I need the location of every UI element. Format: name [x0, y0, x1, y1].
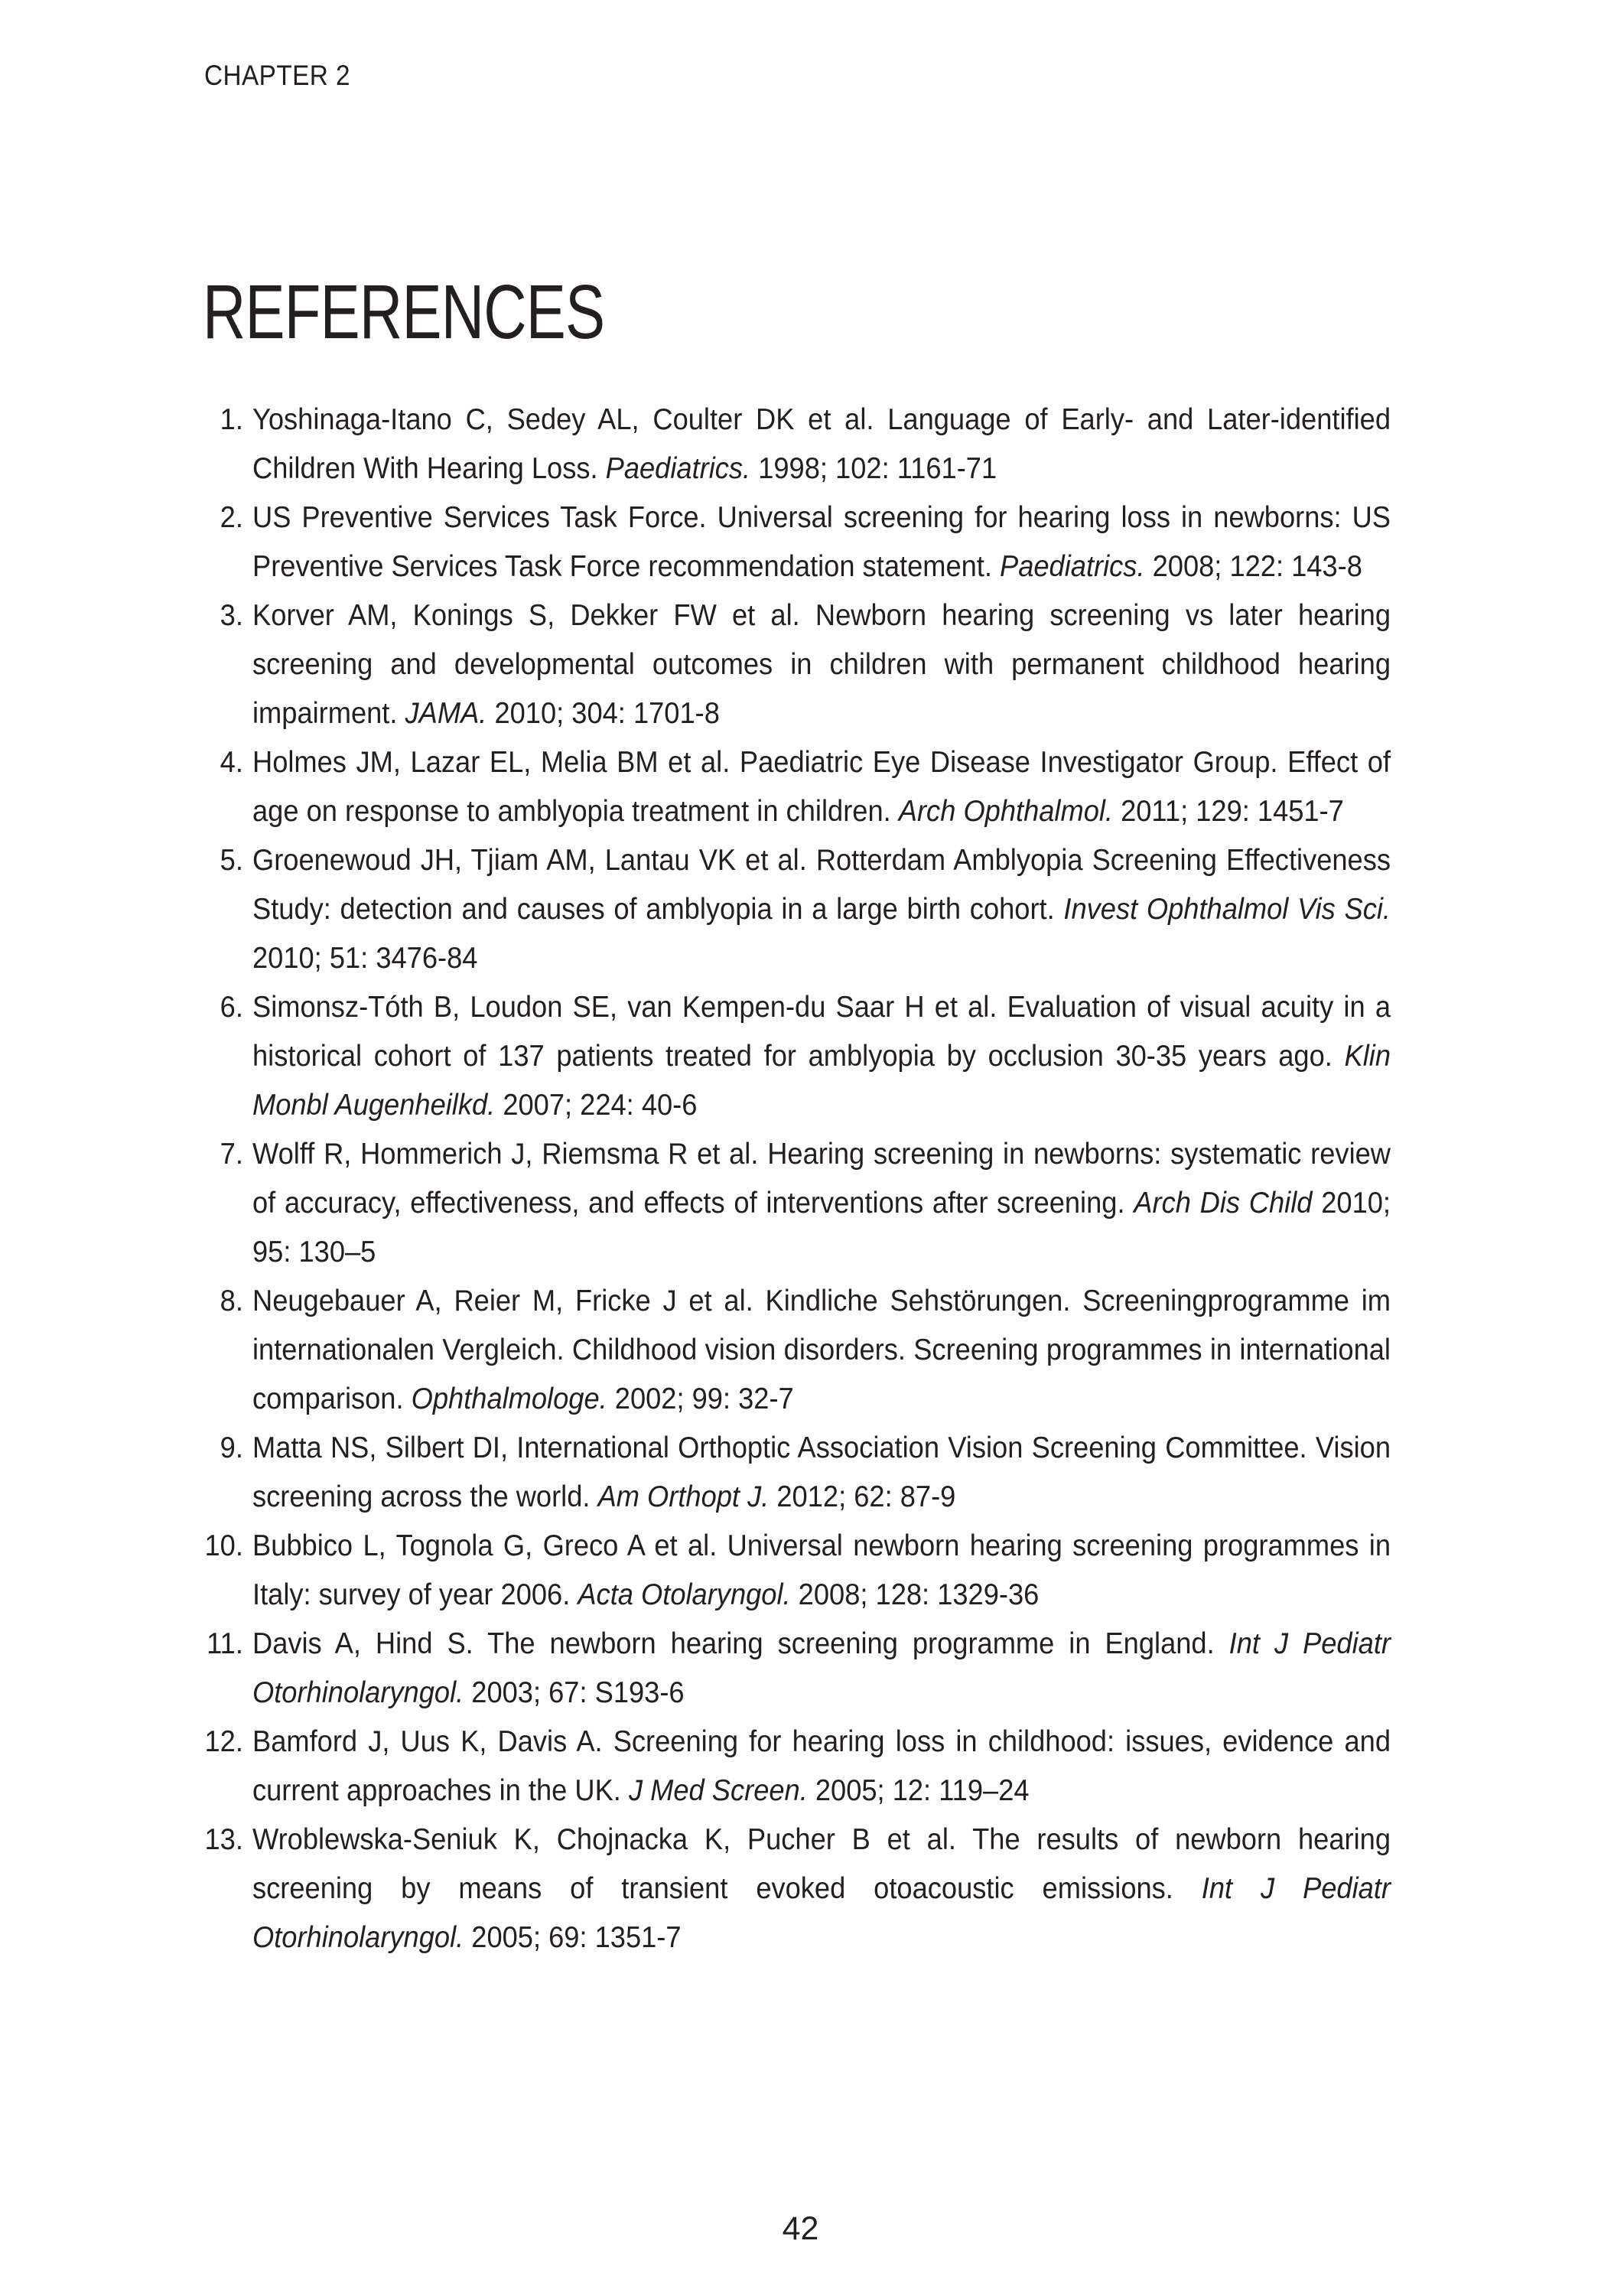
page-number: 42 [782, 2210, 819, 2247]
reference-text: Holmes JM, Lazar EL, Melia BM et al. Paediatric Eye Disease Investigator Group. Effect of age on response to amblyopia treatment in children. Arch Ophthalmol. 2011; 129: 1451-7 [252, 746, 1391, 828]
reference-text: Korver AM, Konings S, Dekker FW et al. Newborn hearing screening vs later hearing screening and developmental outcomes in children with permanent childhood hearing impairment. JAMA. 2010; 304: 1701-8 [252, 599, 1391, 730]
reference-number: 7. [220, 1138, 243, 1171]
reference-item [204, 1816, 1391, 1962]
reference-item [220, 396, 1391, 493]
reference-item [220, 493, 1391, 591]
reference-text: US Preventive Services Task Force. Universal screening for hearing loss in newborns: US Preventive Services Task Force recommendation statement. Paediatrics. 2008; 122: 143-8 [252, 501, 1391, 583]
chapter-label: CHAPTER 2 [204, 60, 350, 91]
reference-number: 12. [204, 1725, 243, 1758]
reference-item [204, 1718, 1391, 1816]
reference-item [204, 1522, 1391, 1620]
reference-number: 1. [220, 403, 243, 436]
reference-item [220, 983, 1391, 1130]
references-list [204, 396, 1391, 1962]
reference-number: 10. [204, 1529, 243, 1562]
reference-number: 5. [220, 844, 243, 877]
reference-number: 2. [220, 501, 243, 534]
reference-number: 3. [220, 599, 243, 632]
reference-text: Matta NS, Silbert DI, International Orthoptic Association Vision Screening Committee. Vision screening across the world. Am Orthopt J. 2012; 62: 87-9 [252, 1431, 1391, 1513]
reference-item [220, 591, 1391, 738]
reference-text: Yoshinaga-Itano C, Sedey AL, Coulter DK et al. Language of Early- and Later-identified Children With Hearing Loss. Paediatrics. 1998; 102: 1161-71 [252, 403, 1391, 485]
page-title: REFERENCES [203, 269, 605, 355]
reference-number: 9. [220, 1431, 243, 1464]
reference-text: Neugebauer A, Reier M, Fricke J et al. Kindliche Sehstörungen. Screeningprogramme im internationalen Vergleich. Childhood vision disorders. Screening programmes in international comparison. Ophthalmologe. 2002; 99: 32-7 [252, 1285, 1391, 1415]
reference-text: Wroblewska-Seniuk K, Chojnacka K, Pucher B et al. The results of newborn hearing screening by means of transient evoked otoacoustic emissions. Int J Pediatr Otorhinolaryngol. 2005; 69: 1351-7 [252, 1823, 1391, 1954]
reference-text: Bamford J, Uus K, Davis A. Screening for hearing loss in childhood: issues, evidence and current approaches in the UK. J Med Screen. 2005; 12: 119–24 [252, 1725, 1391, 1807]
reference-item [207, 1620, 1391, 1718]
reference-number: 13. [204, 1823, 243, 1856]
reference-number: 6. [220, 991, 243, 1024]
reference-text: Davis A, Hind S. The newborn hearing screening programme in England. Int J Pediatr Otorhinolaryngol. 2003; 67: S193-6 [252, 1627, 1391, 1709]
reference-item [220, 1130, 1391, 1277]
reference-text: Groenewoud JH, Tjiam AM, Lantau VK et al. Rotterdam Amblyopia Screening Effectiveness Study: detection and causes of amblyopia in a large birth cohort. Invest Ophthalmol Vis Sci. 2010; 51: 3476-84 [252, 844, 1391, 975]
reference-text: Bubbico L, Tognola G, Greco A et al. Universal newborn hearing screening programmes in Italy: survey of year 2006. Acta Otolaryngol. 2008; 128: 1329-36 [252, 1529, 1391, 1611]
reference-text: Wolff R, Hommerich J, Riemsma R et al. Hearing screening in newborns: systematic review of accuracy, effectiveness, and effects of interventions after screening. Arch Dis Child 2010; 95: 130–5 [252, 1138, 1391, 1268]
reference-item [220, 1424, 1391, 1522]
reference-item [220, 738, 1391, 836]
reference-number: 4. [220, 746, 243, 779]
reference-number: 8. [220, 1285, 243, 1317]
reference-number: 11. [207, 1627, 243, 1660]
reference-text: Simonsz-Tóth B, Loudon SE, van Kempen-du Saar H et al. Evaluation of visual acuity in a historical cohort of 137 patients treated for amblyopia by occlusion 30-35 years ago. Klin Monbl Augenheilkd. 2007; 224: 40-6 [252, 991, 1391, 1122]
reference-item [220, 836, 1391, 983]
reference-item [220, 1277, 1391, 1424]
